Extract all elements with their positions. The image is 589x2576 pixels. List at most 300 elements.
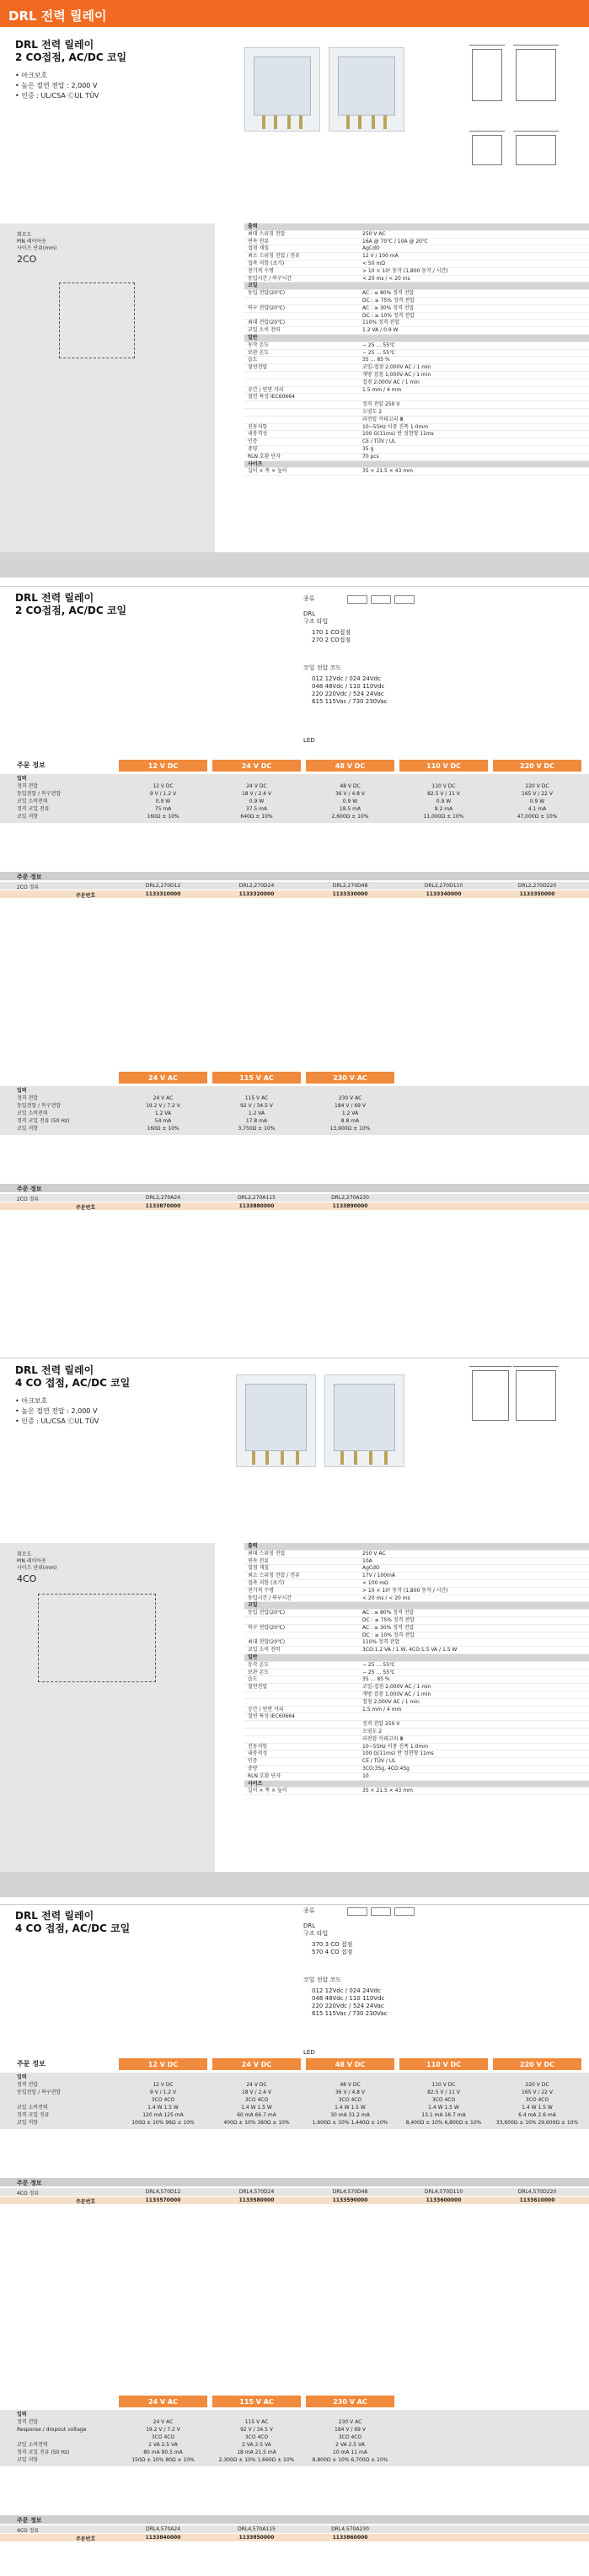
table-heading: 주문 정보 xyxy=(17,2060,46,2068)
label: PIN 레이아웃 xyxy=(17,1558,46,1564)
type-cell: DRL2,270D220 xyxy=(517,883,557,889)
divider xyxy=(0,586,589,587)
spec-row xyxy=(244,1773,589,1781)
table-cell: 110 V DC xyxy=(431,783,456,789)
spec-value: 35 × 21.5 × 43 mm xyxy=(362,1788,413,1794)
order-option: 615 115Vac / 730 230Vac xyxy=(312,2010,388,2017)
spec-row xyxy=(244,1766,589,1773)
spec-key: 동입시간 / 복구시간 xyxy=(248,1595,292,1601)
table-cell: 60 mA 66.7 mA xyxy=(237,2112,276,2118)
spec-value: 10 xyxy=(362,1772,369,1779)
title-line-2: 4 CO 접점, AC/DC 코일 xyxy=(15,1923,131,1934)
order-option: 170 1 CO접점 xyxy=(312,629,351,636)
spec-key: 절연전압 xyxy=(248,1684,268,1691)
spec-key: 동입 전압(20℃) xyxy=(248,1610,286,1616)
table-cell: 8.8 mA xyxy=(340,1118,360,1124)
table-cell: 92 V / 34.5 V xyxy=(240,1103,273,1109)
spec-row xyxy=(244,1610,589,1617)
circuit-diagram xyxy=(59,282,135,358)
spec-value: < 100 mΩ xyxy=(362,1579,388,1586)
table-cell: 12 V DC xyxy=(153,2082,174,2088)
table-row xyxy=(0,2112,589,2118)
table-cell: 640Ω ± 10% xyxy=(240,814,273,820)
spec-row xyxy=(244,1558,589,1566)
spec-key: 인증 xyxy=(248,1758,258,1765)
table-cell: 2,300Ω ± 10% 1,660Ω ± 10% xyxy=(218,2457,295,2463)
spec-row xyxy=(244,261,589,268)
row-label: 정격 코일 전류 xyxy=(17,806,50,812)
banner-title: DRL 전력 릴레이 xyxy=(8,8,107,24)
spec-row xyxy=(244,253,589,261)
order-option: 012 12Vdc / 024 24Vdc xyxy=(312,1987,381,1994)
table-cell: 8.2 mA xyxy=(434,806,453,812)
table-cell: 220 V DC xyxy=(525,2082,549,2088)
row-label: 정격 코일 전류 (50 Hz) xyxy=(17,1118,70,1124)
type-cell: DRL4,570D110 xyxy=(424,2189,463,2195)
spec-row xyxy=(244,1758,589,1766)
feature-list xyxy=(15,1396,99,1427)
column-header: 115 V AC xyxy=(212,2395,302,2408)
row-label: 코일 소비전력 xyxy=(17,799,48,804)
table-cell: 3CO 4CO xyxy=(338,2434,362,2440)
table-row xyxy=(0,799,589,804)
product-title xyxy=(15,1910,130,1935)
spec-key: 최대 전압(20℃) xyxy=(248,1639,286,1646)
order-box xyxy=(394,595,415,604)
table-cell: 220 V DC xyxy=(525,783,549,789)
row-label: Response / dropout voltage xyxy=(17,2427,87,2433)
spec-value: DC : ≥ 10% 정격 전압 xyxy=(362,312,415,319)
spec-value: 35 … 85 % xyxy=(362,357,390,363)
row-label: 주문번호 xyxy=(76,893,96,899)
dimension-drawing xyxy=(472,135,502,165)
type-cell: DRL2,270D12 xyxy=(145,883,181,889)
product-photo xyxy=(236,1374,316,1467)
table-cell: 3CO 4CO xyxy=(244,2434,269,2440)
spec-value: 정격 전압 250 V xyxy=(362,1721,400,1728)
row-label: 정격 전압 xyxy=(17,783,39,789)
table-cell: 18 V / 2.4 V xyxy=(241,791,272,797)
spec-value: AgCdO xyxy=(362,1565,380,1572)
spec-row xyxy=(244,1573,589,1580)
row-label: 2CO 정류 xyxy=(17,885,40,890)
spec-value: > 10 × 10⁵ 동작 (1,800 동작 / 시간) xyxy=(362,267,448,274)
spec-row xyxy=(244,298,589,305)
order-box xyxy=(371,595,391,604)
table-cell: 36 V / 4.8 V xyxy=(335,791,366,797)
spec-table xyxy=(244,1543,589,1795)
spec-value: < 20 ms / < 20 ms xyxy=(362,275,410,282)
label: 회로도 xyxy=(17,232,32,238)
row-label: 주문번호 xyxy=(76,2199,96,2205)
column-header: 48 V DC xyxy=(305,759,395,772)
spec-value: 3CO:35g, 4CO:45g xyxy=(362,1765,410,1772)
spec-row xyxy=(244,1632,589,1640)
title-line-1: DRL 전력 릴레이 xyxy=(15,592,94,604)
type-cell: DRL4,570A230 xyxy=(331,2526,369,2532)
feature-item: • 높은 절연 전압 : 2,000 V xyxy=(15,82,98,89)
table-heading: 주문 정보 xyxy=(17,761,46,769)
spec-key: 사이즈 xyxy=(248,1780,263,1787)
order-box xyxy=(347,1907,367,1916)
footer-band xyxy=(0,552,589,578)
spec-key: RLN 호환 단자 xyxy=(248,453,281,460)
spec-row xyxy=(244,454,589,461)
spec-section-header xyxy=(244,461,589,469)
circuit-label: 2CO xyxy=(17,254,37,265)
table-cell: 1.4 W 1.5 W xyxy=(522,2105,553,2111)
spec-key: 최대 전압(20℃) xyxy=(248,320,286,326)
label: 사이즈 단위(mm) xyxy=(17,1565,57,1571)
order-label: 코일 전압 코드 xyxy=(303,664,342,671)
product-photo xyxy=(244,47,320,132)
spec-row xyxy=(244,327,589,335)
table-cell: 3CO 4CO xyxy=(244,2097,269,2103)
spec-row xyxy=(244,239,589,246)
table-cell: 2 VA 2.5 VA xyxy=(335,2442,365,2448)
spec-row xyxy=(244,1676,589,1684)
product-photo xyxy=(329,47,404,132)
table-cell: 110 V DC xyxy=(431,2082,456,2088)
spec-row xyxy=(244,1647,589,1654)
row-label: 코일 저항 xyxy=(17,814,39,820)
row-label: 동입전압 / 복구전압 xyxy=(17,2089,62,2095)
table-cell: 18 mA 21.5 mA xyxy=(237,2450,276,2455)
spec-row xyxy=(244,431,589,438)
table-cell: 82.5 V / 11 V xyxy=(427,2089,460,2095)
table-cell: 48 V DC xyxy=(340,2082,361,2088)
product-title xyxy=(15,592,126,617)
table-row xyxy=(0,806,589,812)
table-cell: 2 VA 2.5 VA xyxy=(148,2442,178,2448)
spec-value: 100 G(11ms) 반 정현형 11ms xyxy=(362,1750,434,1757)
spec-key: 진동저항 xyxy=(248,1743,268,1750)
spec-key: 동입시간 / 복구시간 xyxy=(248,275,292,282)
table-cell: 160Ω ± 10% xyxy=(147,1126,179,1132)
spec-key: 접점 재질 xyxy=(248,245,270,252)
table-cell: 36 V / 4.8 V xyxy=(335,2089,366,2095)
type-cell: DRL4,570D24 xyxy=(238,2189,275,2195)
dimension-drawing xyxy=(516,1370,556,1421)
row-label: 2CO 정류 xyxy=(17,1197,40,1202)
spec-value: 과전압 카테고리 Ⅲ xyxy=(362,1735,404,1742)
feature-item: • 높은 절연 전압 : 2,000 V xyxy=(15,1407,98,1415)
spec-row xyxy=(244,1662,589,1670)
table-cell: 2 VA 2.5 VA xyxy=(242,2442,271,2448)
type-cell: DRL4,570D48 xyxy=(332,2189,368,2195)
sub-heading: 주문 정보 xyxy=(17,874,42,880)
order-label: DRL xyxy=(303,610,316,617)
spec-value: 17V / 100mA xyxy=(362,1573,395,1579)
spec-value: 과전압 카테고리 Ⅲ xyxy=(362,416,404,422)
spec-key: 코일 xyxy=(248,282,258,289)
spec-row xyxy=(244,468,589,476)
order-code-cell: 1133850000 xyxy=(238,2535,275,2541)
order-code-cell: 1133330000 xyxy=(332,891,368,897)
sub-header-band xyxy=(0,872,589,880)
order-option: 048 48Vdc / 110 110Vdc xyxy=(312,1995,385,2002)
spec-value: 오염도 2 xyxy=(362,1728,383,1734)
order-code-cell: 1133600000 xyxy=(426,2197,462,2203)
order-code-cell: 1133320000 xyxy=(238,891,275,897)
table-cell: 150Ω ± 10% 80Ω ± 10% xyxy=(131,2457,195,2463)
order-option: 570 4 CO 접점 xyxy=(312,1949,353,1955)
table-cell: 165 V / 22 V xyxy=(522,2089,553,2095)
spec-section-header xyxy=(244,282,589,290)
spec-value: 1.5 mm / 4 mm xyxy=(362,1706,402,1713)
spec-key: 전기적 수명 xyxy=(248,1587,274,1594)
sub-heading: 주문 정보 xyxy=(17,2517,42,2524)
spec-row xyxy=(244,1551,589,1558)
spec-section-header xyxy=(244,223,589,231)
spec-key: 최대 스위칭 전압 xyxy=(248,1550,286,1557)
sub-heading: 주문 정보 xyxy=(17,2180,42,2186)
table-cell: 75 mA xyxy=(154,806,172,812)
table-cell: 165 V / 22 V xyxy=(522,791,553,797)
spec-value: < 50 mΩ xyxy=(362,260,385,266)
table-row xyxy=(0,2450,589,2455)
order-option: 012 12Vdc / 024 24Vdc xyxy=(312,675,381,682)
table-cell: 115 V AC xyxy=(244,1095,269,1101)
spec-row xyxy=(244,276,589,283)
order-code-cell: 1133580000 xyxy=(238,2197,275,2203)
spec-key: 인증 xyxy=(248,438,258,445)
type-cell: DRL4,570A115 xyxy=(238,2526,276,2532)
spec-value: AgCdO xyxy=(362,245,380,252)
spec-key: 공간 / 연면 거리 xyxy=(248,386,284,393)
table-cell: 184 V / 69 V xyxy=(335,2427,366,2433)
table-cell: 1.2 VA xyxy=(248,1111,265,1116)
table-cell: 3CO 4CO xyxy=(431,2097,456,2103)
spec-key: 최소 스위칭 전압 / 전류 xyxy=(248,1573,300,1579)
column-header: 115 V AC xyxy=(212,1071,302,1084)
table-cell: 1.4 W 1.5 W xyxy=(241,2105,272,2111)
type-cell: DRL4,570D220 xyxy=(517,2189,557,2195)
table-cell: 17.8 mA xyxy=(245,1118,268,1124)
title-line-2: 2 CO접점, AC/DC 코일 xyxy=(15,51,127,63)
spec-row xyxy=(244,1691,589,1699)
table-cell: 1.4 W 1.5 W xyxy=(335,2105,366,2111)
spec-key: 접촉 저항 (초기) xyxy=(248,1579,285,1586)
table-cell: 160Ω ± 10% xyxy=(147,814,179,820)
spec-row xyxy=(244,1625,589,1632)
column-header: 110 V DC xyxy=(399,2057,489,2071)
dimension-drawing xyxy=(472,49,502,101)
row-label: 코일 소비전력 xyxy=(17,2442,48,2448)
spec-key: 절연 특성 IEC60664 xyxy=(248,1713,295,1720)
spec-key: 습도 xyxy=(248,1676,258,1683)
spec-value: 정격 전압 250 V xyxy=(362,401,400,408)
spec-key: 일반 xyxy=(248,1654,258,1660)
table-cell: 19.2 V / 7.2 V xyxy=(146,1103,180,1109)
title-line-1: DRL 전력 릴레이 xyxy=(15,1364,94,1376)
spec-row xyxy=(244,1750,589,1758)
table-row xyxy=(0,783,589,789)
table-cell: 82.5 V / 11 V xyxy=(427,791,460,797)
table-row xyxy=(0,1126,589,1132)
spec-value: 개방 접점 1,000V AC / 1 min xyxy=(362,1691,431,1697)
spec-value: DC : ≥ 10% 정격 전압 xyxy=(362,1632,415,1638)
spec-key: 습도 xyxy=(248,357,258,363)
spec-row xyxy=(244,305,589,313)
spec-row xyxy=(244,387,589,395)
type-cell: DRL2,270A24 xyxy=(145,1195,181,1201)
table-row xyxy=(0,2434,589,2440)
table-cell: 11,000Ω ± 10% xyxy=(423,814,464,820)
row-label: 주문번호 xyxy=(76,2536,96,2542)
spec-key: 출력 xyxy=(248,1543,258,1549)
spec-key: 연속 전류 xyxy=(248,1557,270,1564)
row-label: 코일 소비전력 xyxy=(17,2105,48,2111)
spec-value: AC : ≥ 30% 정격 전압 xyxy=(362,1624,415,1631)
column-header: 24 V DC xyxy=(212,2057,302,2071)
spec-row xyxy=(244,1670,589,1677)
table-row xyxy=(0,2457,589,2463)
label: 사이즈 단위(mm) xyxy=(17,245,57,251)
spec-value: 10A xyxy=(362,1557,372,1564)
spec-row xyxy=(244,1588,589,1595)
product-photo xyxy=(324,1374,404,1467)
table-cell: 18.5 mA xyxy=(339,806,361,812)
order-option: 615 115Vac / 730 230Vac xyxy=(312,698,388,705)
order-option: 220 220Vdc / 524 24Vac xyxy=(312,2003,384,2009)
spec-row xyxy=(244,1639,589,1647)
spec-value: 10~55Hz 이중 진폭 1.0mm xyxy=(362,1743,429,1750)
spec-row xyxy=(244,1736,589,1744)
spec-row xyxy=(244,379,589,387)
spec-value: 35 × 21.5 × 43 mm xyxy=(362,468,413,475)
column-header: 24 V AC xyxy=(118,2395,208,2408)
order-code-cell: 1133890000 xyxy=(332,1203,368,1209)
column-header: 220 V DC xyxy=(492,2057,582,2071)
table-cell: 4.1 mA xyxy=(527,806,547,812)
table-cell: 0.9 W xyxy=(436,799,452,804)
table-cell: 1.4 W 1.5 W xyxy=(428,2105,459,2111)
table-cell: 2,600Ω ± 10% xyxy=(331,814,369,820)
table-cell: 9 V / 1.2 V xyxy=(149,2089,177,2095)
sub-header-band xyxy=(0,1184,589,1192)
table-cell: 9 V / 1.2 V xyxy=(149,791,177,797)
table-cell: 6.4 mA 2.6 mA xyxy=(518,2112,556,2118)
table-cell: 8,400Ω ± 10% 6,800Ω ± 10% xyxy=(405,2120,482,2126)
spec-key: 동작 온도 xyxy=(248,341,270,348)
spec-section-header xyxy=(244,1654,589,1662)
feature-item: • 아크보호 xyxy=(15,72,48,79)
spec-row xyxy=(244,320,589,327)
spec-key: 복구 전압(20℃) xyxy=(248,1624,286,1631)
spec-value: 1.2 VA / 0.9 W xyxy=(362,327,399,334)
column-header: 230 V AC xyxy=(305,1071,395,1084)
spec-value: 16A @ 70℃ / 10A @ 20℃ xyxy=(362,238,428,245)
order-box xyxy=(394,1907,415,1916)
product-title xyxy=(15,39,126,64)
spec-key: 동입 전압(20℃) xyxy=(248,290,286,297)
row-label: 동입전압 / 복구전압 xyxy=(17,791,62,797)
spec-value: 35 … 85 % xyxy=(362,1676,390,1683)
spec-key: 공간 / 연면 거리 xyxy=(248,1706,284,1713)
circuit-panel xyxy=(0,1543,215,1872)
table-cell: 0.9 W xyxy=(249,799,265,804)
spec-row xyxy=(244,357,589,364)
table-row xyxy=(0,2419,589,2425)
spec-key: 절연전압 xyxy=(248,364,268,371)
spec-value: 접점 2,000V AC / 1 min xyxy=(362,379,420,385)
table-cell: 3CO 4CO xyxy=(151,2097,175,2103)
column-header: 110 V DC xyxy=(399,759,489,772)
spec-value: DC : ≤ 75% 정격 전압 xyxy=(362,1616,415,1623)
spec-section-header xyxy=(244,1543,589,1551)
spec-key: 보관 온도 xyxy=(248,1669,270,1675)
label: PIN 레이아웃 xyxy=(17,239,46,245)
row-label: 정격 전압 xyxy=(17,1095,39,1101)
spec-key: 절연 특성 IEC60664 xyxy=(248,394,295,401)
spec-row xyxy=(244,1788,589,1795)
column-header: 12 V DC xyxy=(118,759,208,772)
spec-row xyxy=(244,364,589,372)
spec-row xyxy=(244,1699,589,1707)
spec-value: 접점 2,000V AC / 1 min xyxy=(362,1698,420,1705)
spec-key: 최대 스위칭 전압 xyxy=(248,230,286,237)
spec-section-header xyxy=(244,335,589,342)
spec-key: 길이 × 폭 × 높이 xyxy=(248,1788,287,1794)
header-banner xyxy=(0,0,589,27)
spec-value: 100 G(11ms) 반 정현형 11ms xyxy=(362,431,434,438)
table-cell: 80 mA 90.5 mA xyxy=(143,2450,183,2455)
spec-key: RLN 호환 단자 xyxy=(248,1772,281,1779)
spec-value: CE / TÜV / UL xyxy=(362,438,396,445)
dimension-drawing xyxy=(516,135,556,165)
divider xyxy=(0,1904,589,1905)
spec-value: AC : ≤ 80% 정격 전압 xyxy=(362,1610,415,1616)
spec-value: > 10 × 10⁵ 동작 (1,800 동작 / 시간) xyxy=(362,1587,448,1594)
table-row xyxy=(0,2412,589,2417)
table-cell: 3CO 4CO xyxy=(151,2434,175,2440)
table-cell: 37.5 mA xyxy=(245,806,268,812)
table-row xyxy=(0,776,589,782)
spec-section-header xyxy=(244,1602,589,1610)
spec-key: 전기적 수명 xyxy=(248,267,274,274)
spec-key: 접촉 저항 (초기) xyxy=(248,260,285,266)
spec-value: AC : ≥ 30% 정격 전압 xyxy=(362,304,415,311)
circuit-diagram xyxy=(38,1594,156,1682)
column-header: 24 V DC xyxy=(212,759,302,772)
table-cell: 1,600Ω ± 10% 1,440Ω ± 10% xyxy=(312,2120,388,2126)
table-cell: 19.2 V / 7.2 V xyxy=(146,2427,180,2433)
spec-row xyxy=(244,350,589,358)
spec-key: 일반 xyxy=(248,334,258,341)
spec-row xyxy=(244,401,589,409)
feature-list xyxy=(15,71,99,101)
table-cell: 24 V DC xyxy=(246,783,267,789)
row-label: 코일 저항 xyxy=(17,2120,39,2126)
order-label: 구조 타입 xyxy=(303,1930,329,1937)
order-box xyxy=(347,595,367,604)
order-label: LED xyxy=(303,2049,315,2056)
order-option: 048 48Vdc / 110 110Vdc xyxy=(312,683,385,690)
table-cell: 0.9 W xyxy=(155,799,171,804)
table-cell: 1.2 VA xyxy=(154,1111,172,1116)
order-code-cell: 1133870000 xyxy=(145,1203,181,1209)
table-row xyxy=(0,2105,589,2111)
row-label: 주문번호 xyxy=(76,1205,96,1211)
sub-heading: 주문 정보 xyxy=(17,1186,42,1192)
column-header: 48 V DC xyxy=(305,2057,395,2071)
spec-row xyxy=(244,417,589,424)
spec-row xyxy=(244,268,589,276)
footer-band xyxy=(0,1872,589,1897)
table-row xyxy=(0,791,589,797)
order-code-cell: 1133860000 xyxy=(332,2535,368,2541)
